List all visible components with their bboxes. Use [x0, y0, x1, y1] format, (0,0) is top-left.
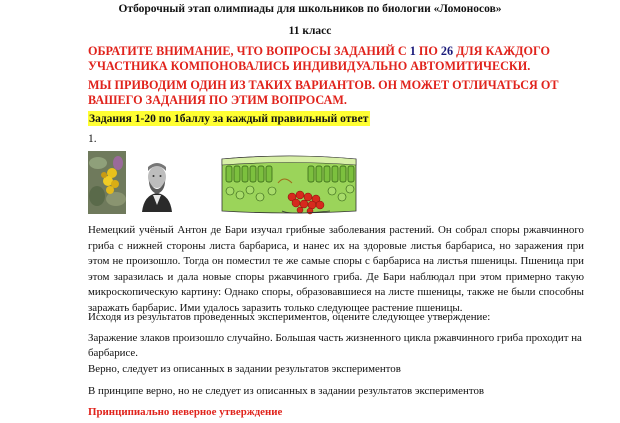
leaf-section-diagram [220, 153, 358, 216]
grade-label: 11 класс [288, 25, 332, 37]
question-prompt: Исходя из результатов проведенных экспериментов, оцените следующее утверждение: [88, 311, 491, 323]
question-number: 1. [88, 133, 97, 145]
notice-variant: МЫ ПРИВОДИМ ОДИН ИЗ ТАКИХ ВАРИАНТОВ. ОН МОЖЕТ ОТЛИЧАТЬСЯ ОТ ВАШЕГО ЗАДАНИЯ ПО ЭТИМ ВОПРОСАМ. [88, 78, 559, 107]
notice-text-3: ДЛЯ КАЖДОГО УЧАСТНИКА КОМПОНОВАЛИСЬ ИНДИВИДУАЛЬНО АВТОМИТИЧЕСКИ. [88, 44, 550, 73]
question-text: Немецкий учёный Антон де Бари изучал грибные заболевания растений. Он собрал споры ржавчинного гриба с нижней стороны листа барбариса, и нанес их на здоровые листья барбариса, но заражения при этом не произошло. Тогда он поместил те же самые споры с барбариса на листья пшеницы. Пшеница при этом заразилась и дала новые споры ржавчинного гриба. Де Бари наблюдал при этом примерно такую микроскопическую картину: Однако споры, образовавшиеся на листе пшеницы, также не были способны заражать барбарис. Ими удалось заразить только следующее растение пшеницы. [88, 224, 584, 314]
answer-option-2[interactable]: В принципе верно, но не следует из описанных в задании результатов экспериментов [88, 385, 485, 397]
section-heading: Задания 1-20 по 1баллу за каждый правильный ответ [89, 113, 369, 125]
notice-text-1: ОБРАТИТЕ ВНИМАНИЕ, ЧТО ВОПРОСЫ ЗАДАНИЙ С [88, 44, 410, 58]
document-title: Отборочный этап олимпиады для школьников по биологии «Ломоносов» [118, 3, 502, 15]
notice-text-2: ПО [415, 44, 441, 58]
answer-option-3[interactable]: Принципиально неверное утверждение [88, 406, 283, 418]
notice-num-to: 26 [440, 44, 454, 58]
notice-num-from: 1 [409, 44, 416, 58]
answer-option-1[interactable]: Верно, следует из описанных в задании результатов экспериментов [88, 363, 401, 375]
notice-individual [88, 44, 588, 74]
question-statement: Заражение злаков произошло случайно. Большая часть жизненного цикла ржавчинного гриба проходит на барбарисе. [88, 332, 582, 359]
barberry-photo [88, 151, 126, 214]
de-bary-portrait [136, 157, 178, 212]
